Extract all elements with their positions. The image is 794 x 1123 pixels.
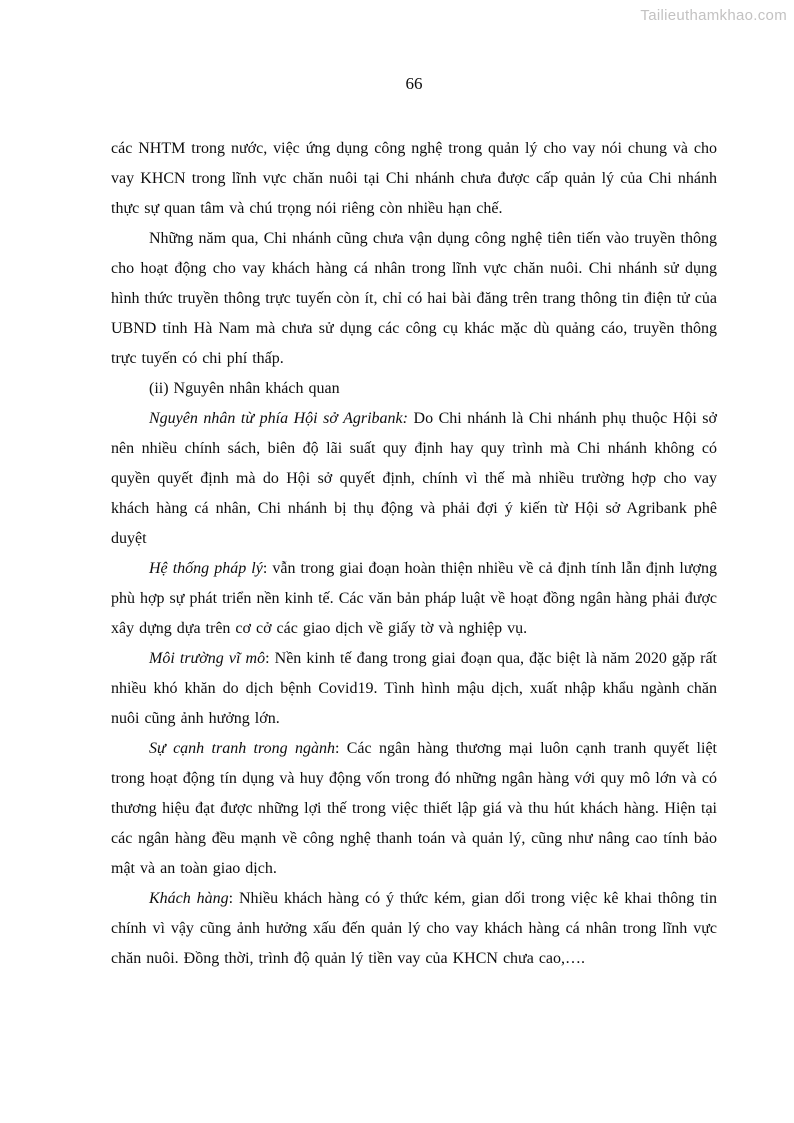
paragraph-lead-italic: Sự cạnh tranh trong ngành xyxy=(149,740,335,757)
paragraph-text: : vẫn trong giai đoạn hoàn thiện nhiều về cả định tính lẫn định lượng phù hợp sự phát triển nền kinh tế. Các văn bản pháp luật về hoạt đồng ngân hàng phải được xây dựng dựa trên cơ cở các giao dịch về giấy tờ và nghiệp vụ. xyxy=(111,560,717,637)
paragraph xyxy=(111,884,717,974)
paragraph-text: Những năm qua, Chi nhánh cũng chưa vận dụng công nghệ tiên tiến vào truyền thông cho hoạt động cho vay khách hàng cá nhân trong lĩnh vực chăn nuôi. Chi nhánh sử dụng hình thức truyền thông trực tuyến còn ít, chỉ có hai bài đăng trên trang thông tin điện tử của UBND tỉnh Hà Nam mà chưa sử dụng các công cụ khác mặc dù quảng cáo, truyền thông trực tuyến có chi phí thấp. xyxy=(111,230,717,367)
paragraph-lead-italic: Nguyên nhân từ phía Hội sở Agribank: xyxy=(149,410,408,427)
paragraph xyxy=(111,644,717,734)
paragraph-text: (ii) Nguyên nhân khách quan xyxy=(149,380,340,397)
paragraph xyxy=(111,224,717,374)
paragraph xyxy=(111,134,717,224)
paragraph xyxy=(111,554,717,644)
page-number: 66 xyxy=(405,74,423,93)
paragraph xyxy=(111,374,717,404)
paragraph-lead-italic: Khách hàng xyxy=(149,890,229,907)
paragraph-text: : Nhiều khách hàng có ý thức kém, gian dối trong việc kê khai thông tin chính vì vậy cũng ảnh hưởng xấu đến quản lý cho vay khách hàng cá nhân trong lĩnh vực chăn nuôi. Đồng thời, trình độ quản lý tiền vay của KHCN chưa cao,…. xyxy=(111,890,717,967)
paragraph xyxy=(111,734,717,884)
watermark: Tailieuthamkhao.com xyxy=(640,7,787,24)
paragraph-text: các NHTM trong nước, việc ứng dụng công nghệ trong quản lý cho vay nói chung và cho vay KHCN trong lĩnh vực chăn nuôi tại Chi nhánh chưa được cấp quản lý của Chi nhánh thực sự quan tâm và chú trọng nói riêng còn nhiều hạn chế. xyxy=(111,140,717,217)
paragraph-text: Do Chi nhánh là Chi nhánh phụ thuộc Hội sở nên nhiều chính sách, biên độ lãi suất quy định hay quy trình mà Chi nhánh không có quyền quyết định mà do Hội sở quyết định, chính vì thế mà nhiều trường hợp cho vay khách hàng cá nhân, Chi nhánh bị thụ động và phải đợi ý kiến từ Hội sở Agribank phê duyệt xyxy=(111,410,717,547)
paragraph-lead-italic: Hệ thống pháp lý xyxy=(149,560,263,577)
paragraph-lead-italic: Môi trường vĩ mô xyxy=(149,650,266,667)
paragraph-text: : Các ngân hàng thương mại luôn cạnh tranh quyết liệt trong hoạt động tín dụng và huy động vốn trong đó những ngân hàng với quy mô lớn và có thương hiệu đạt được những lợi thế trong việc thiết lập giá và thu hút khách hàng. Hiện tại các ngân hàng đều mạnh về công nghệ thanh toán và quản lý, cũng như nâng cao tính bảo mật và an toàn giao dịch. xyxy=(111,740,717,877)
paragraph xyxy=(111,404,717,554)
document-body xyxy=(111,134,717,974)
paragraph-text: : Nền kinh tế đang trong giai đoạn qua, đặc biệt là năm 2020 gặp rất nhiều khó khăn do dịch bệnh Covid19. Tình hình mậu dịch, xuất nhập khẩu ngành chăn nuôi cũng ảnh hưởng lớn. xyxy=(111,650,717,727)
